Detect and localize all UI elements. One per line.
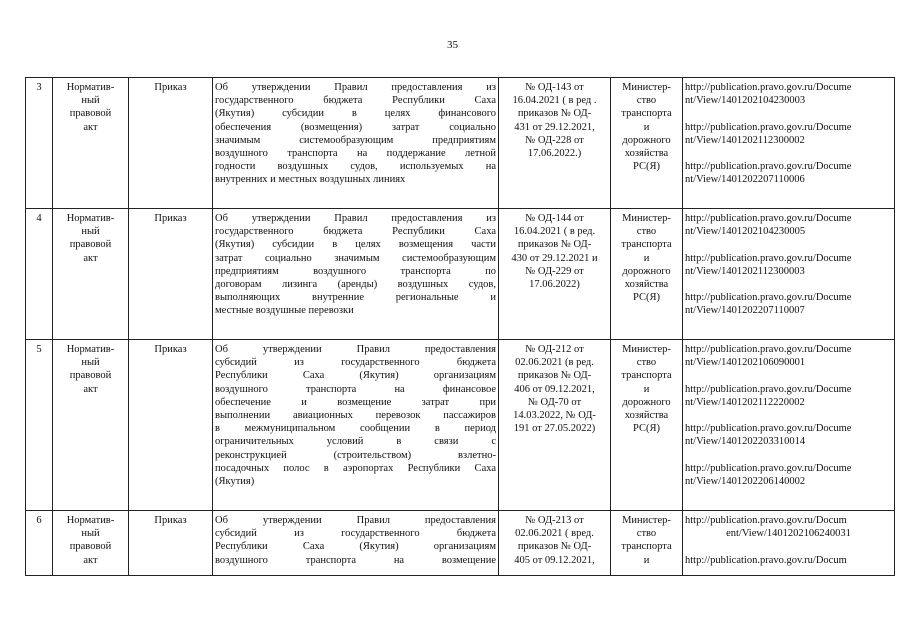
doc-title-cell [213, 340, 499, 511]
registration-line: № ОД-212 от [525, 344, 584, 355]
doc-title-line: предприятиям воздушного транспорта по [215, 265, 496, 277]
doc-type-cell [53, 340, 129, 511]
organization-cell [611, 511, 683, 576]
organization-line: Министер- [622, 213, 671, 224]
row-number-cell [26, 340, 53, 511]
organization-line: ство [636, 357, 657, 369]
table-row [26, 209, 895, 340]
registration-line: № ОД-144 от [525, 213, 584, 224]
organization-line: РС(Я) [633, 423, 660, 435]
doc-type-line: Норматив- [66, 344, 115, 355]
organization-line: транспорта [621, 541, 672, 553]
publication-link[interactable] [685, 160, 892, 186]
publication-link-line: http://publication.pravo.gov.ru/Docume [685, 213, 852, 224]
table-row [26, 340, 895, 511]
organization-line: дорожного [622, 134, 671, 146]
organization-line: дорожного [622, 396, 671, 408]
table-row [26, 511, 895, 576]
doc-type-line: правовой [69, 541, 112, 553]
registration-line: 17.06.2022.) [527, 148, 582, 160]
organization-line: Министер- [622, 515, 671, 526]
doc-title-line: значимым системообразующим предприятиям [215, 134, 496, 146]
organization-line: и [643, 252, 650, 264]
publication-link-line: ent/View/1401202106240031 [726, 528, 851, 540]
doc-title-cell [213, 511, 499, 576]
doc-type-line: ный [81, 357, 100, 369]
doc-type-line: акт [83, 121, 98, 133]
doc-title-cell [213, 78, 499, 209]
doc-title-line: местные воздушные перевозки [215, 305, 354, 317]
registration-line: 16.04.2021 ( в ред. [513, 226, 596, 238]
registration-line: 14.03.2022, № ОД- [513, 410, 596, 422]
table-row [26, 78, 895, 209]
registration-cell [499, 78, 611, 209]
doc-type-line: правовой [69, 370, 112, 382]
organization-line: хозяйства [624, 410, 669, 422]
page-number: 35 [447, 39, 458, 51]
doc-type-line: акт [83, 252, 98, 264]
doc-title-line: (Якутия) [215, 476, 255, 488]
doc-title-line: Об утверждении Правил предоставления [215, 344, 496, 355]
row-number-cell [26, 511, 53, 576]
doc-title-line: выполнении авиационных перевозок пассажиров [215, 410, 496, 422]
doc-type-line: правовой [69, 108, 112, 120]
doc-title-line: годности воздушных судов, используемых на [215, 161, 496, 173]
doc-title-line: обеспечения (возмещения) затрат социально [215, 121, 496, 133]
doc-type-line: ный [81, 528, 100, 540]
registration-line: № ОД-213 от [525, 515, 584, 526]
registration-line: 16.04.2021 ( в ред . [512, 95, 597, 107]
organization-line: дорожного [622, 265, 671, 277]
doc-title-line: договорам лизинга (аренды) воздушных судов, [215, 279, 496, 291]
publication-link-line: nt/View/1401202112300002 [685, 134, 805, 146]
registry-table [25, 77, 895, 576]
publication-link-line: nt/View/1401202206140002 [685, 475, 806, 487]
doc-title-line: воздушного транспорта на возмещение [215, 554, 496, 566]
publication-link-line: nt/View/1401202104230005 [685, 226, 806, 238]
registration-line: № ОД-228 от [525, 134, 584, 146]
publication-link[interactable] [685, 422, 892, 448]
link-spacer [685, 147, 892, 160]
doc-title-line: воздушного транспорта на финансовое [215, 383, 496, 395]
doc-kind: Приказ [154, 515, 187, 526]
doc-kind-cell [129, 78, 213, 209]
publication-link-line: nt/View/1401202112300003 [685, 265, 805, 277]
link-spacer [685, 369, 892, 382]
publication-links-cell [683, 340, 895, 511]
registration-line: приказов № ОД- [517, 541, 592, 553]
doc-title-line: посадочных полос в аэропортах Республики Саха [215, 462, 496, 474]
doc-title-line: в межмуниципальном сообщении в период [215, 423, 496, 435]
publication-link[interactable] [685, 121, 892, 147]
publication-link-line: http://publication.pravo.gov.ru/Docume [685, 161, 852, 173]
publication-link-line: http://publication.pravo.gov.ru/Docume [685, 252, 852, 264]
publication-link[interactable] [685, 514, 892, 540]
doc-title-line: внутренних и местных воздушных линиях [215, 174, 406, 186]
link-spacer [685, 238, 892, 251]
publication-links-cell [683, 511, 895, 576]
doc-title-line: Республики Саха (Якутия) организациям [215, 370, 496, 382]
organization-cell [611, 340, 683, 511]
link-spacer [685, 449, 892, 462]
link-spacer [685, 409, 892, 422]
link-spacer [685, 278, 892, 291]
registration-line: приказов № ОД- [517, 239, 592, 251]
publication-links-cell [683, 209, 895, 340]
organization-line: РС(Я) [633, 161, 660, 173]
organization-line: хозяйства [624, 279, 669, 291]
registration-cell [499, 340, 611, 511]
publication-link-line: http://publication.pravo.gov.ru/Docume [685, 292, 852, 304]
doc-title-line: затрат социально значимым системообразующим [215, 252, 496, 264]
publication-link[interactable] [685, 212, 892, 238]
doc-title-line: воздушного транспорта на поддержание летной [215, 148, 496, 160]
doc-type-line: ный [81, 95, 100, 107]
publication-link-line: nt/View/1401202104230003 [685, 95, 806, 107]
publication-link-line: http://publication.pravo.gov.ru/Docum [685, 515, 847, 526]
registration-line: № ОД-229 от [525, 265, 584, 277]
doc-kind-cell [129, 209, 213, 340]
row-number: 4 [36, 213, 42, 224]
publication-link-line: http://publication.pravo.gov.ru/Docume [685, 121, 852, 133]
doc-kind: Приказ [154, 82, 187, 93]
publication-link-line: http://publication.pravo.gov.ru/Docume [685, 82, 852, 93]
registration-line: приказов № ОД- [517, 108, 592, 120]
publication-link[interactable] [685, 81, 892, 107]
doc-kind: Приказ [154, 213, 187, 224]
doc-type-line: акт [83, 383, 98, 395]
publication-link[interactable] [685, 252, 892, 278]
publication-links-cell [683, 78, 895, 209]
registration-line: 431 от 29.12.2021, [514, 121, 595, 133]
link-spacer [685, 107, 892, 120]
registration-line: приказов № ОД- [517, 370, 592, 382]
publication-link-line: http://publication.pravo.gov.ru/Docume [685, 423, 852, 435]
doc-title-cell [213, 209, 499, 340]
organization-line: хозяйства [624, 148, 669, 160]
doc-title-line: субсидий из государственного бюджета [215, 528, 496, 540]
organization-line: ство [636, 226, 657, 238]
organization-line: РС(Я) [633, 292, 660, 304]
doc-type-line: акт [83, 554, 98, 566]
registration-line: 406 от 09.12.2021, [514, 383, 595, 395]
publication-link-line: http://publication.pravo.gov.ru/Docume [685, 462, 852, 474]
publication-link-line: http://publication.pravo.gov.ru/Docume [685, 383, 852, 395]
doc-title-line: Об утверждении Правил предоставления [215, 515, 496, 526]
organization-line: Министер- [622, 82, 671, 93]
doc-type-line: Норматив- [66, 82, 115, 93]
doc-kind-cell [129, 511, 213, 576]
publication-link[interactable] [685, 462, 892, 488]
doc-title-line: реконструкцией (строительством) взлетно- [215, 449, 496, 461]
doc-type-line: Норматив- [66, 213, 115, 224]
publication-link-line: nt/View/1401202203310014 [685, 436, 806, 448]
publication-link-line: nt/View/1401202207110006 [685, 174, 805, 186]
registration-line: 430 от 29.12.2021 и [511, 252, 598, 264]
doc-title-line: выполняющих внутренние региональные и [215, 292, 496, 304]
doc-title-line: Об утверждении Правил предоставления из [215, 82, 496, 93]
publication-link[interactable] [685, 383, 892, 409]
row-number-cell [26, 209, 53, 340]
publication-link-line: nt/View/1401202106090001 [685, 357, 806, 369]
doc-type-cell [53, 209, 129, 340]
publication-link-line: http://publication.pravo.gov.ru/Docum [685, 554, 847, 566]
publication-link[interactable] [685, 554, 892, 567]
registration-line: 02.06.2021 (в ред. [515, 357, 594, 369]
doc-type-line: Норматив- [66, 515, 115, 526]
organization-line: Министер- [622, 344, 671, 355]
organization-line: и [643, 121, 650, 133]
publication-link-line: nt/View/1401202207110007 [685, 305, 805, 317]
publication-link-line: http://publication.pravo.gov.ru/Docume [685, 344, 852, 355]
registration-line: 17.06.2022) [529, 279, 580, 291]
registration-line: 02.06.2021 ( вред. [515, 528, 594, 540]
organization-cell [611, 78, 683, 209]
registration-cell [499, 511, 611, 576]
organization-line: ство [636, 528, 657, 540]
organization-line: ство [636, 95, 657, 107]
doc-title-line: субсидий из государственного бюджета [215, 357, 496, 369]
registration-cell [499, 209, 611, 340]
registration-line: № ОД-70 от [527, 396, 582, 408]
publication-link-line: nt/View/1401202112220002 [685, 396, 805, 408]
doc-title-line: государственного бюджета Республики Саха [215, 226, 496, 238]
doc-title-line: обеспечение и возмещение затрат при [215, 396, 496, 408]
doc-title-line: государственного бюджета Республики Саха [215, 95, 496, 107]
organization-line: транспорта [621, 239, 672, 251]
row-number: 5 [36, 344, 42, 355]
doc-type-line: ный [81, 226, 100, 238]
registration-line: № ОД-143 от [525, 82, 584, 93]
link-spacer [685, 540, 892, 553]
registration-line: 405 от 09.12.2021, [514, 554, 595, 566]
doc-type-cell [53, 511, 129, 576]
doc-kind: Приказ [154, 344, 187, 355]
organization-line: транспорта [621, 108, 672, 120]
organization-line: транспорта [621, 370, 672, 382]
doc-title-line: ограничительных условий в связи с [215, 436, 496, 448]
doc-title-line: (Якутия) субсидии в целях финансового [215, 108, 496, 120]
organization-line: и [643, 383, 650, 395]
organization-cell [611, 209, 683, 340]
doc-title-line: (Якутия) субсидии в целях возмещения части [215, 239, 496, 251]
row-number: 6 [36, 515, 42, 526]
publication-link[interactable] [685, 291, 892, 317]
publication-link[interactable] [685, 343, 892, 369]
doc-kind-cell [129, 340, 213, 511]
doc-title-line: Республики Саха (Якутия) организациям [215, 541, 496, 553]
row-number-cell [26, 78, 53, 209]
row-number: 3 [36, 82, 42, 93]
doc-type-line: правовой [69, 239, 112, 251]
doc-title-line: Об утверждении Правил предоставления из [215, 213, 496, 224]
registration-line: 191 от 27.05.2022) [513, 423, 596, 435]
organization-line: и [643, 554, 650, 566]
doc-type-cell [53, 78, 129, 209]
